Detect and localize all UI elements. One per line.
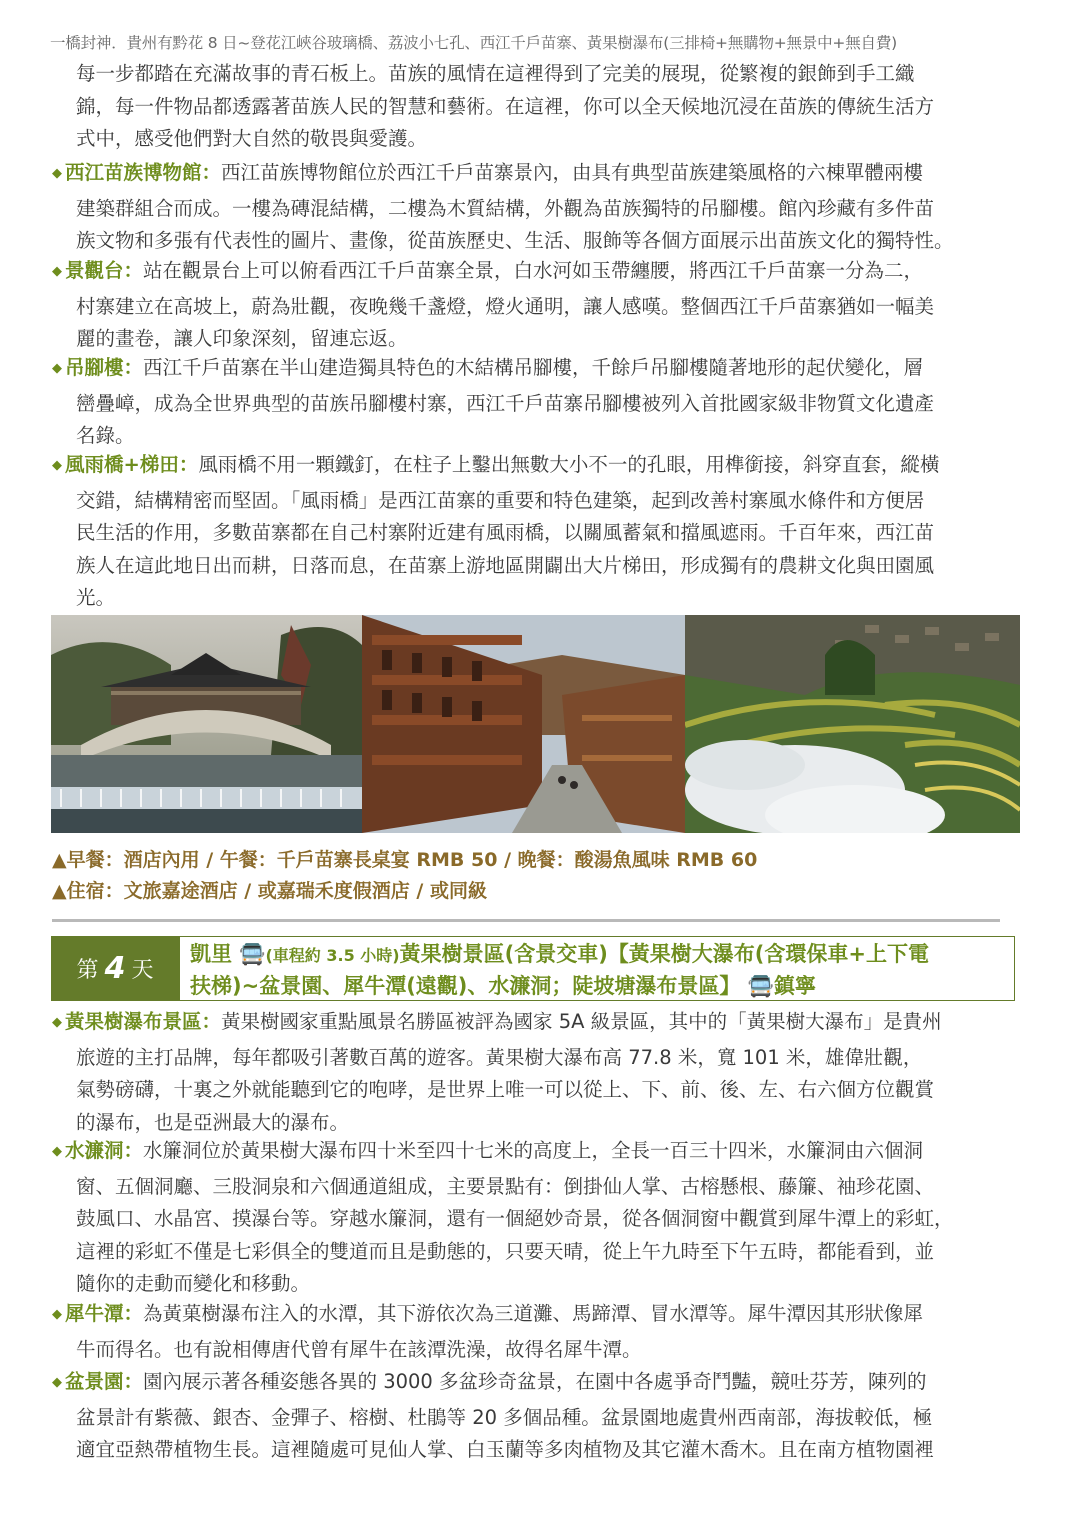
section-label: 風雨橋+梯田： (65, 453, 199, 476)
section-text: 園內展示著各種姿態各異的 3000 多盆珍奇盆景，在園中各處爭奇鬥豔，競吐芬芳，陳列的 (143, 1370, 927, 1393)
section-line: 牛而得名。也有說相傳唐代曾有犀牛在該潭洗澡，故得名犀牛潭。 (76, 1337, 642, 1361)
section-text: 站在觀景台上可以俯看西江千戶苗寨全景，白水河如玉帶纏腰，將西江千戶苗寨一分為二， (143, 259, 924, 282)
section-text: 為黃菓樹瀑布注入的水潭，其下游依次為三道灘、馬蹄潭、冒水潭等。犀牛潭因其形狀像犀 (143, 1302, 924, 1325)
section-label: 黃果樹瀑布景區： (65, 1010, 222, 1033)
wind-rain-bridge-photo (51, 615, 362, 833)
diamond-bullet-icon: ◆ (52, 1144, 62, 1159)
day-title-city: 凱里 (190, 942, 232, 966)
section-water-curtain-cave (52, 1135, 1028, 1301)
section-label: 西江苗族博物館： (65, 161, 222, 184)
section-line: 族文物和多張有代表性的圖片、畫像，從苗族歷史、生活、服飾等各個方面展示出苗族文化的獨特性。 (76, 229, 954, 252)
section-text: 西江千戶苗寨在半山建造獨具特色的木結構吊腳樓，千餘戶吊腳樓隨著地形的起伏變化，層 (143, 356, 924, 379)
section-line: 的瀑布，也是亞洲最大的瀑布。 (76, 1110, 350, 1134)
day-prefix: 第 (76, 958, 99, 983)
bus-icon: 🚍 (740, 974, 774, 998)
meals-line: ▲早餐：酒店內用 / 午餐：千戶苗寨長桌宴 RMB 50 / 晚餐：酸湯魚風味 RMB 60 (52, 849, 758, 871)
section-rhino-pool (52, 1298, 1028, 1366)
section-huangguoshu-area (52, 1006, 1028, 1139)
section-line: 盆景計有紫薇、銀杏、金彈子、榕樹、杜鵑等 20 多個品種。盆景園地處貴州西南部，海拔較低，極 (76, 1405, 933, 1429)
intro-line: 每一步都踏在充滿故事的青石板上。苗族的風情在這裡得到了完美的展現，從繁複的銀飾到手工織 (76, 62, 915, 85)
section-text: 水簾洞位於黃果樹大瀑布四十米至四十七米的高度上，全長一百三十四米，水簾洞由六個洞 (143, 1139, 924, 1162)
diamond-bullet-icon: ◆ (52, 458, 62, 473)
section-bridge-terraces (52, 449, 1028, 615)
section-viewing-platform (52, 255, 1028, 356)
page-header: 一橋封神．貴州有黔花 8 日~登花江峽谷玻璃橋、荔波小七孔、西江千戶苗寨、黃果樹瀑布(三排椅+無購物+無景中+無自費) (50, 34, 897, 52)
section-stilt-houses (52, 352, 1028, 453)
section-label: 犀牛潭： (65, 1302, 144, 1325)
section-label: 水濂洞： (65, 1139, 144, 1162)
intro-paragraph (52, 58, 1052, 156)
section-line: 這裡的彩虹不僅是七彩俱全的雙道而且是動態的，只要天晴，從上午九時至下午五時，都能看到，並 (76, 1239, 935, 1263)
section-text: 黃果樹國家重點風景名勝區被評為國家 5A 級景區，其中的「黃果樹大瀑布」是貴州 (221, 1010, 942, 1033)
section-line: 交錯，結構精密而堅固。「風雨橋」是西江苗寨的重要和特色建築，起到改善村寨風水條件和方便居 (76, 488, 925, 512)
intro-line: 式中，感受他們對大自然的敬畏與愛護。 (76, 127, 428, 150)
section-bonsai-garden (52, 1366, 1028, 1467)
section-label: 盆景園： (65, 1370, 144, 1393)
day-title-route-cont: 扶梯)~盆景園、犀牛潭(遠觀)、水濂洞；陡坡塘瀑布景區】 (190, 974, 741, 998)
diamond-bullet-icon: ◆ (52, 1307, 62, 1322)
lodging-line: ▲住宿：文旅嘉途酒店 / 或嘉瑞禾度假酒店 / 或同級 (52, 880, 487, 902)
day-badge (51, 936, 179, 1001)
wooden-street-photo (362, 615, 685, 833)
section-line: 村寨建立在高坡上，蔚為壯觀，夜晚幾千盞燈，燈火通明，讓人感嘆。整個西江千戶苗寨猶如一幅美 (76, 294, 935, 318)
intro-line: 錦，每一件物品都透露著苗族人民的智慧和藝術。在這裡，你可以全天候地沉浸在苗族的傳統生活方 (76, 94, 935, 118)
day-title-drive-time: (車程約 3.5 小時) (265, 946, 400, 965)
day-title (179, 936, 1015, 1001)
diamond-bullet-icon: ◆ (52, 361, 62, 376)
section-line: 窗、五個洞廳、三股洞泉和六個通道組成，主要景點有：倒掛仙人掌、古榕懸根、藤簾、袖珍花園、 (76, 1174, 935, 1198)
section-line: 旅遊的主打品牌，每年都吸引著數百萬的遊客。黃果樹大瀑布高 77.8 米，寬 101 米，雄偉壯觀， (76, 1045, 923, 1069)
terraced-fields-photo (685, 615, 1020, 833)
day-title-destination: 鎮寧 (773, 974, 816, 998)
section-line: 巒疊嶂，成為全世界典型的苗族吊腳樓村寨，西江千戶苗寨吊腳樓被列入首批國家級非物質文化遺產 (76, 391, 935, 415)
diamond-bullet-icon: ◆ (52, 1375, 62, 1390)
section-line: 民生活的作用，多數苗寨都在自己村寨附近建有風雨橋，以關風蓄氣和擋風遮雨。千百年來，西江苗 (76, 521, 935, 544)
day-suffix: 天 (131, 958, 154, 983)
section-label: 吊腳樓： (65, 356, 144, 379)
section-text: 風雨橋不用一顆鐵釘，在柱子上鑿出無數大小不一的孔眼，用榫銜接，斜穿直套，縱橫 (198, 453, 940, 476)
diamond-bullet-icon: ◆ (52, 264, 62, 279)
section-divider (52, 919, 1000, 922)
day-title-route: 黃果樹景區(含景交車)【黃果樹大瀑布(含環保車+上下電 (399, 942, 929, 966)
day-number: 4 (104, 951, 126, 986)
section-line: 麗的畫卷，讓人印象深刻，留連忘返。 (76, 327, 408, 350)
bus-icon: 🚍 (232, 942, 266, 966)
diamond-bullet-icon: ◆ (52, 1015, 62, 1030)
section-line: 鼓風口、水晶宮、摸瀑台等。穿越水簾洞，還有一個絕妙奇景，從各個洞窗中觀賞到犀牛潭上的彩虹， (76, 1207, 954, 1230)
diamond-bullet-icon: ◆ (52, 166, 62, 181)
section-line: 隨你的走動而變化和移動。 (76, 1272, 311, 1295)
section-line: 適宜亞熱帶植物生長。這裡隨處可見仙人掌、白玉蘭等多肉植物及其它灌木喬木。且在南方植物園裡 (76, 1438, 935, 1461)
section-line: 族人在這此地日出而耕，日落而息，在苗寨上游地區開闢出大片梯田，形成獨有的農耕文化與田園風 (76, 553, 935, 577)
section-line: 建築群組合而成。一樓為磚混結構，二樓為木質結構，外觀為苗族獨特的吊腳樓。館內珍藏有多件苗 (76, 196, 935, 220)
section-line: 光。 (76, 586, 116, 609)
section-miao-museum (52, 157, 1028, 258)
section-line: 名錄。 (76, 424, 135, 447)
section-text: 西江苗族博物館位於西江千戶苗寨景內，由具有典型苗族建築風格的六棟單體兩樓 (221, 161, 924, 184)
section-label: 景觀台： (65, 259, 144, 282)
section-line: 氣勢磅礴，十裏之外就能聽到它的咆哮，是世界上唯一可以從上、下、前、後、左、右六個方位觀賞 (76, 1078, 935, 1101)
